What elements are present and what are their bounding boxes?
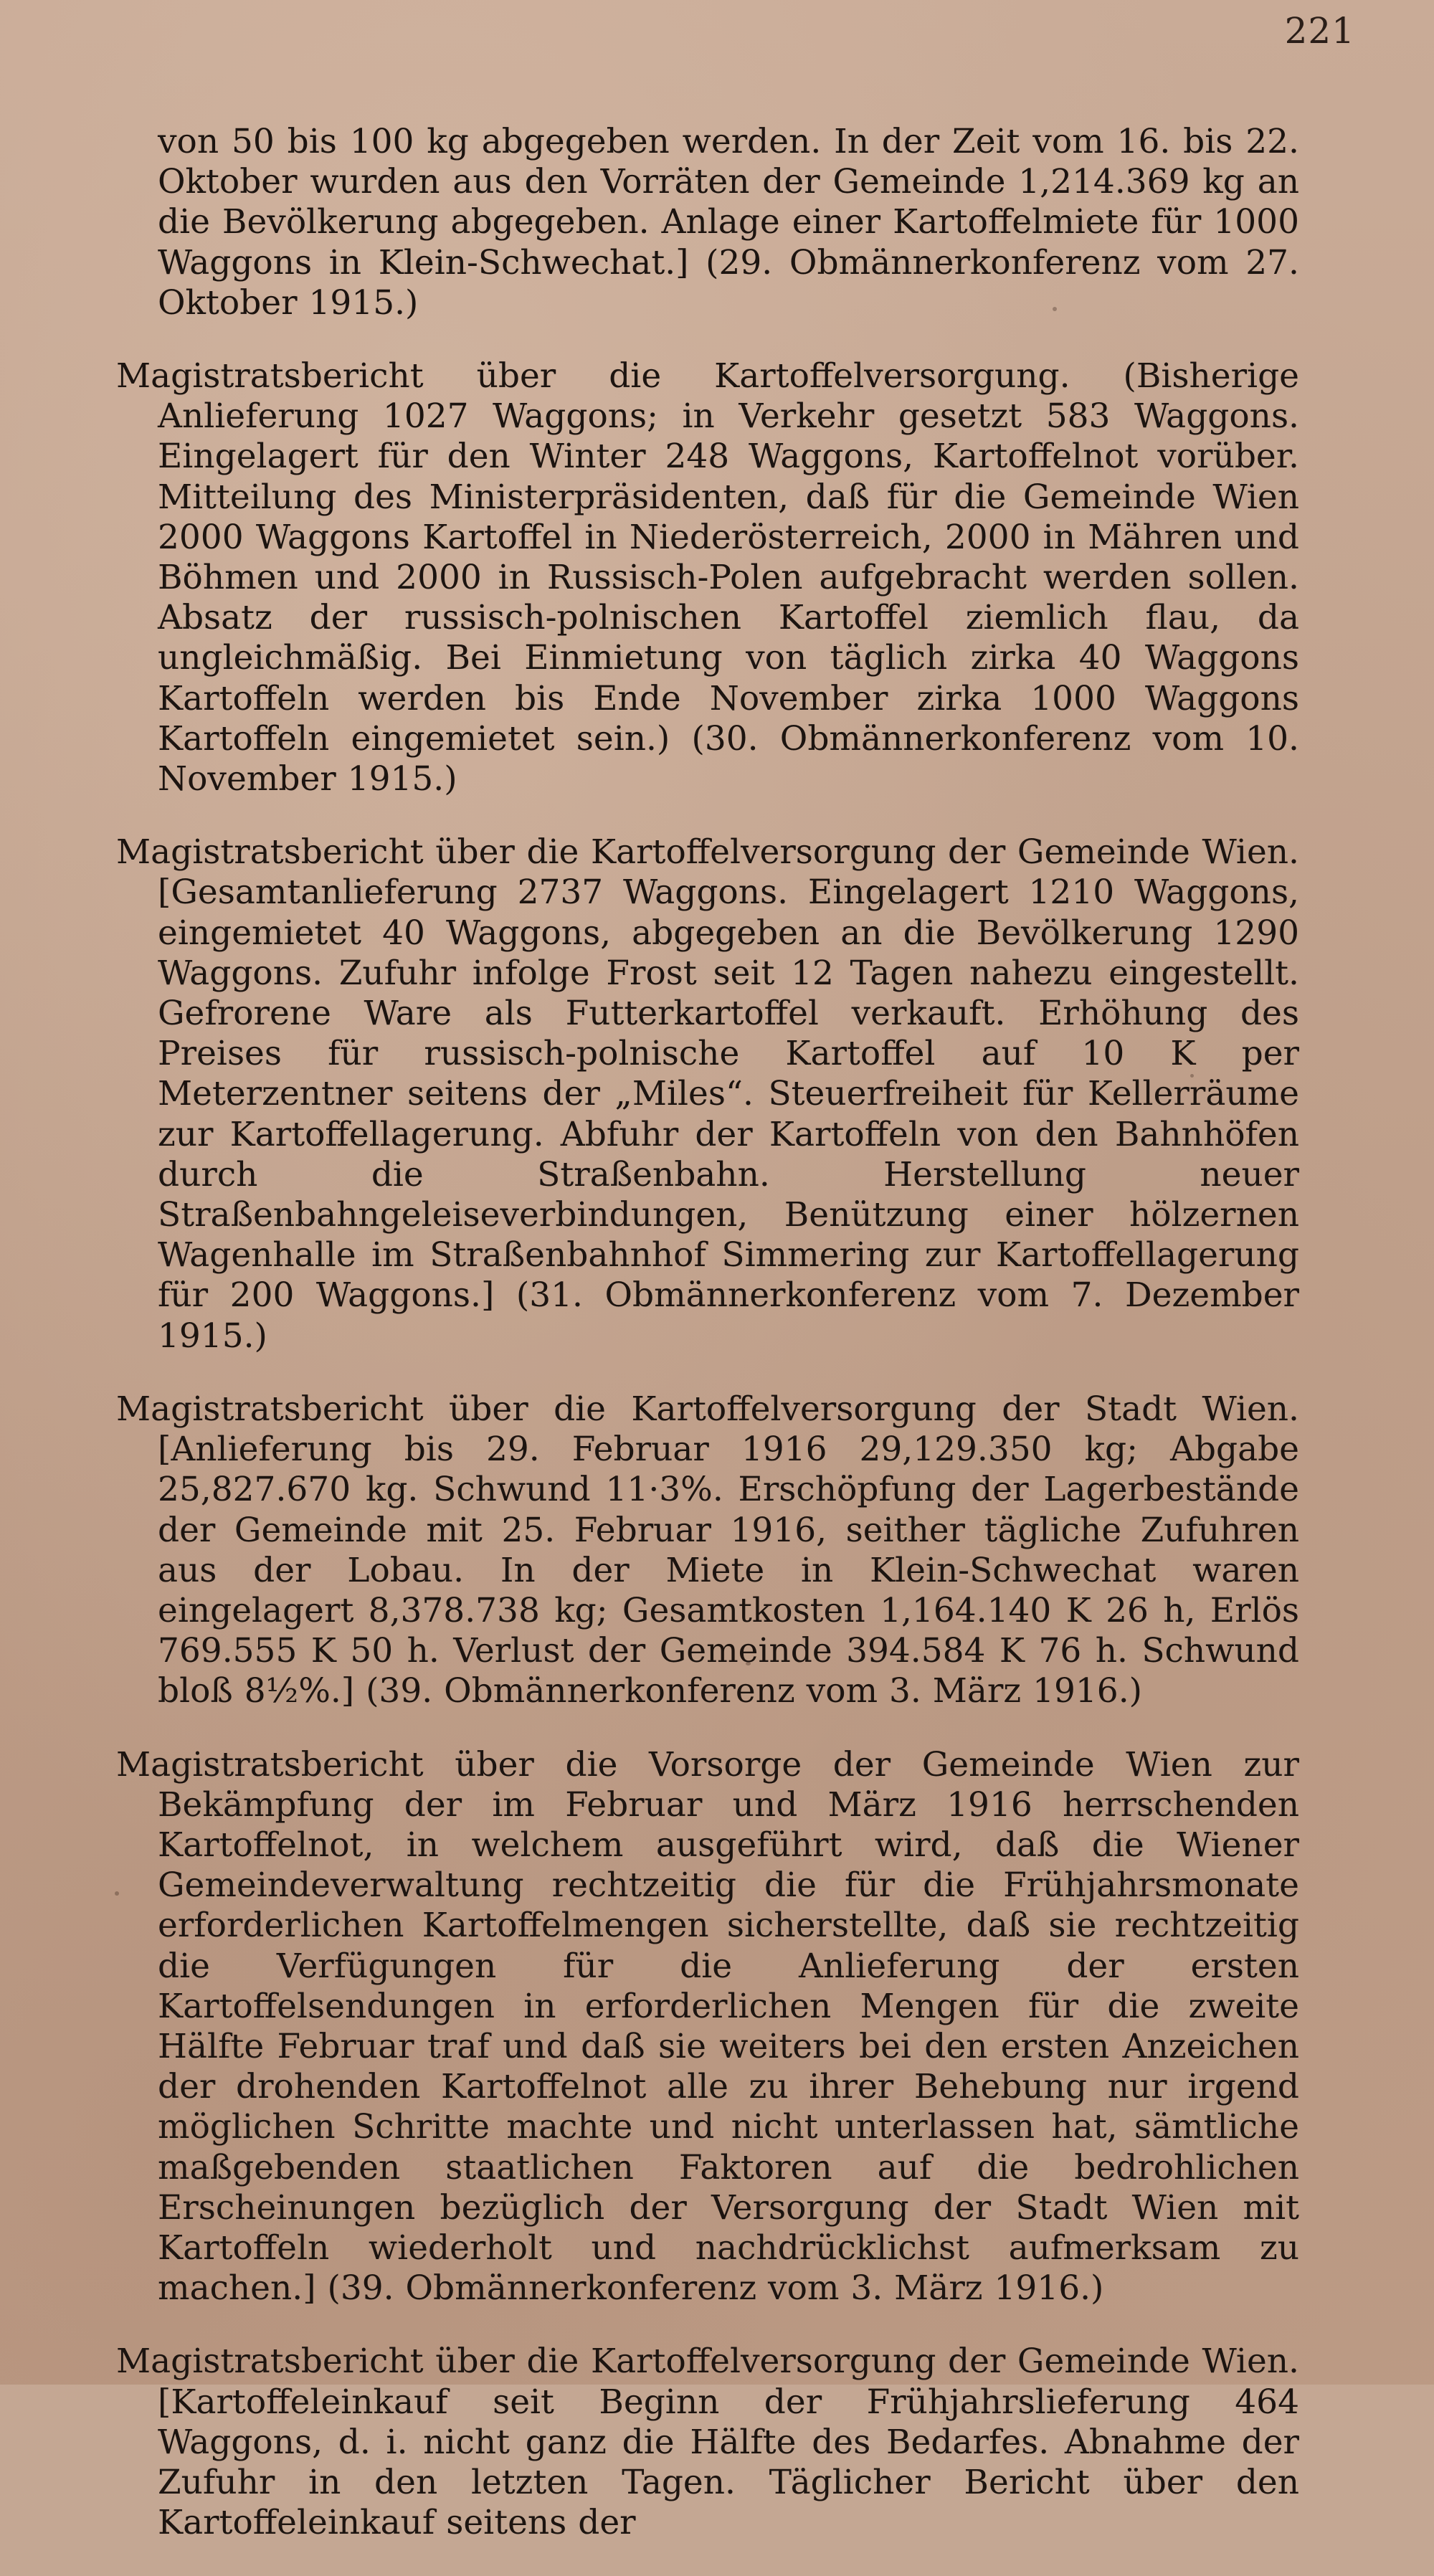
paragraph-kartoffel-dec-1915: Magistratsbericht über die Kartoffelversorgung der Gemeinde Wien. [Gesamtanlieferung 2737 Waggons. Eingelagert 1210 Waggons, eingemietet 40 Waggons, abgegeben an die Bevölkerung 1290 Waggons. Zufuhr infolge Frost seit 12 Tagen nahezu eingestellt. Gefrorene Ware als Futterkartoffel verkauft. Erhöhung des Preises für russisch-polnische Kartoffel auf 10 K per Meterzentner seitens der „Miles“. Steuerfreiheit für Kellerräume zur Kartoffellagerung. Abfuhr der Kartoffeln von den Bahnhöfen durch die Straßenbahn. Herstellung neuer Straßenbahngeleiseverbindungen, Benützung einer hölzernen Wagenhalle im Straßenbahnhof Simmering zur Kartoffellagerung für 200 Waggons.] (31. Obmännerkonferenz vom 7. Dezember 1915.) — [116, 832, 1299, 1356]
page-number: 221 — [1284, 10, 1355, 52]
paper-speck — [115, 1891, 119, 1896]
paragraph-kartoffeleinkauf: Magistratsbericht über die Kartoffelversorgung der Gemeinde Wien. [Kartoffeleinkauf seit Beginn der Frühjahrslieferung 464 Waggons, d. i. nicht ganz die Hälfte des Bedarfes. Abnahme der Zufuhr in den letzten Tagen. Täglicher Bericht über den Kartoffeleinkauf seitens der — [116, 2342, 1299, 2543]
text-body — [116, 122, 1299, 2576]
paper-speck — [746, 1662, 751, 1665]
paragraph-kartoffelnot-vorsorge: Magistratsbericht über die Vorsorge der Gemeinde Wien zur Bekämpfung der im Februar und März 1916 herrschenden Kartoffelnot, in welchem ausgeführt wird, daß die Wiener Gemeindeverwaltung rechtzeitig die für die Frühjahrsmonate erforderlichen Kartoffelmengen sicherstellte, daß sie rechtzeitig die Verfügungen für die Anlieferung der ersten Kartoffelsendungen in erforderlichen Mengen für die zweite Hälfte Februar traf und daß sie weiters bei den ersten Anzeichen der drohenden Kartoffelnot alle zu ihrer Behebung nur irgend möglichen Schritte machte und nicht unterlassen hat, sämtliche maßgebenden staatlichen Faktoren auf die bedrohlichen Erscheinungen bezüglich der Versorgung der Stadt Wien mit Kartoffeln wiederholt und nachdrücklichst aufmerksam zu machen.] (39. Obmännerkonferenz vom 3. März 1916.) — [116, 1744, 1299, 2309]
paper-speck — [1190, 1074, 1194, 1078]
paragraph-continuation: von 50 bis 100 kg abgegeben werden. In der Zeit vom 16. bis 22. Oktober wurden aus den Vorräten der Gemeinde 1,214.369 kg an die Bevölkerung abgegeben. Anlage einer Kartoffelmiete für 1000 Waggons in Klein-Schwechat.] (29. Obmännerkonferenz vom 27. Oktober 1915.) — [158, 122, 1299, 323]
paper-speck — [1053, 307, 1057, 311]
paragraph-kartoffel-march-1916: Magistratsbericht über die Kartoffelversorgung der Stadt Wien. [Anlieferung bis 29. Februar 1916 29,129.350 kg; Abgabe 25,827.670 kg. Schwund 11·3%. Erschöpfung der Lagerbestände der Gemeinde mit 25. Februar 1916, seither tägliche Zufuhren aus der Lobau. In der Miete in Klein-Schwechat waren eingelagert 8,378.738 kg; Gesamtkosten 1,164.140 K 26 h, Erlös 769.555 K 50 h. Verlust der Gemeinde 394.584 K 76 h. Schwund bloß 8½%.] (39. Obmännerkonferenz vom 3. März 1916.) — [116, 1389, 1299, 1711]
paragraph-kartoffel-nov-1915: Magistratsbericht über die Kartoffelversorgung. (Bisherige Anlieferung 1027 Waggons; in Verkehr gesetzt 583 Waggons. Eingelagert für den Winter 248 Waggons, Kartoffelnot vorüber. Mitteilung des Ministerpräsidenten, daß für die Gemeinde Wien 2000 Waggons Kartoffel in Niederösterreich, 2000 in Mähren und Böhmen und 2000 in Russisch-Polen aufgebracht werden sollen. Absatz der russisch-polnischen Kartoffel ziemlich flau, da ungleichmäßig. Bei Einmietung von täglich zirka 40 Waggons Kartoffeln werden bis Ende November zirka 1000 Waggons Kartoffeln eingemietet sein.) (30. Obmännerkonferenz vom 10. November 1915.) — [116, 356, 1299, 799]
paper-speck — [588, 2194, 592, 2197]
